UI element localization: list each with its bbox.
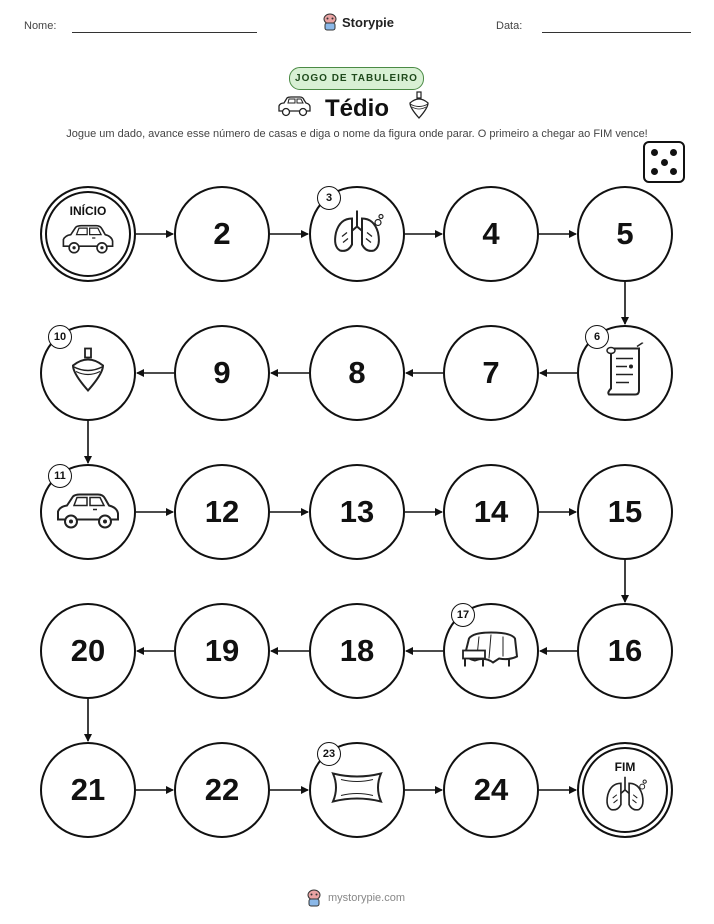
space-24 <box>443 742 539 838</box>
space-2 <box>174 186 270 282</box>
car-icon <box>53 488 123 537</box>
space-number-badge: 3 <box>317 186 341 210</box>
lungs-icon <box>603 773 647 818</box>
space-number: 24 <box>473 772 509 807</box>
space-14 <box>443 464 539 560</box>
space-18 <box>309 603 405 699</box>
game-type-tag: JOGO DE TABULEIRO <box>289 67 424 90</box>
brand-name: Storypie <box>342 14 395 30</box>
footer-site: mystorypie.com <box>328 892 406 904</box>
footer <box>306 889 405 907</box>
space-number: 22 <box>204 772 240 807</box>
space-22 <box>174 742 270 838</box>
space-21 <box>40 742 136 838</box>
space-6 <box>577 325 673 421</box>
start-label: INÍCIO <box>69 204 107 218</box>
car-icon <box>59 220 116 260</box>
space-number-badge: 6 <box>585 325 609 349</box>
space-number-badge: 11 <box>48 464 72 488</box>
space-number: 9 <box>213 355 231 390</box>
space-19 <box>174 603 270 699</box>
space-number: 16 <box>607 633 643 668</box>
space-5 <box>577 186 673 282</box>
space-15 <box>577 464 673 560</box>
end-label: FIM <box>614 760 636 774</box>
space-number: 18 <box>339 633 375 668</box>
lungs-icon <box>330 207 384 262</box>
scroll-icon <box>603 343 647 404</box>
space-13 <box>309 464 405 560</box>
space-17 <box>443 603 539 699</box>
space-number-badge: 23 <box>317 742 341 766</box>
space-number: 14 <box>473 494 509 529</box>
space-8 <box>309 325 405 421</box>
covered-furniture-icon <box>459 627 523 676</box>
storypie-mascot-icon <box>306 889 322 907</box>
space-number: 7 <box>482 355 500 390</box>
space-4 <box>443 186 539 282</box>
space-20 <box>40 603 136 699</box>
space-9 <box>174 325 270 421</box>
game-title: Tédio <box>325 95 389 122</box>
space-number: 15 <box>607 494 643 529</box>
space-number: 12 <box>204 494 240 529</box>
space-12 <box>174 464 270 560</box>
name-label: Nome: <box>24 20 57 32</box>
date-label: Data: <box>496 20 523 32</box>
space-number: 2 <box>213 216 231 251</box>
space-number: 8 <box>348 355 366 390</box>
space-7 <box>443 325 539 421</box>
space-number-badge: 10 <box>48 325 72 349</box>
space-number: 19 <box>204 633 240 668</box>
space-start <box>40 186 136 282</box>
space-number: 20 <box>70 633 106 668</box>
space-11 <box>40 464 136 560</box>
space-10 <box>40 325 136 421</box>
space-23 <box>309 742 405 838</box>
space-number: 21 <box>70 772 106 807</box>
space-number: 4 <box>482 216 500 251</box>
space-3 <box>309 186 405 282</box>
space-number: 5 <box>616 216 634 251</box>
instructions: Jogue um dado, avance esse número de casas e diga o nome da figura onde parar. O primeiro a chegar ao FIM vence! <box>66 128 648 140</box>
pillow-icon <box>327 768 387 813</box>
spinning-top-icon <box>69 348 107 399</box>
space-16 <box>577 603 673 699</box>
space-number: 13 <box>339 494 375 529</box>
space-number-badge: 17 <box>451 603 475 627</box>
space-end <box>577 742 673 838</box>
